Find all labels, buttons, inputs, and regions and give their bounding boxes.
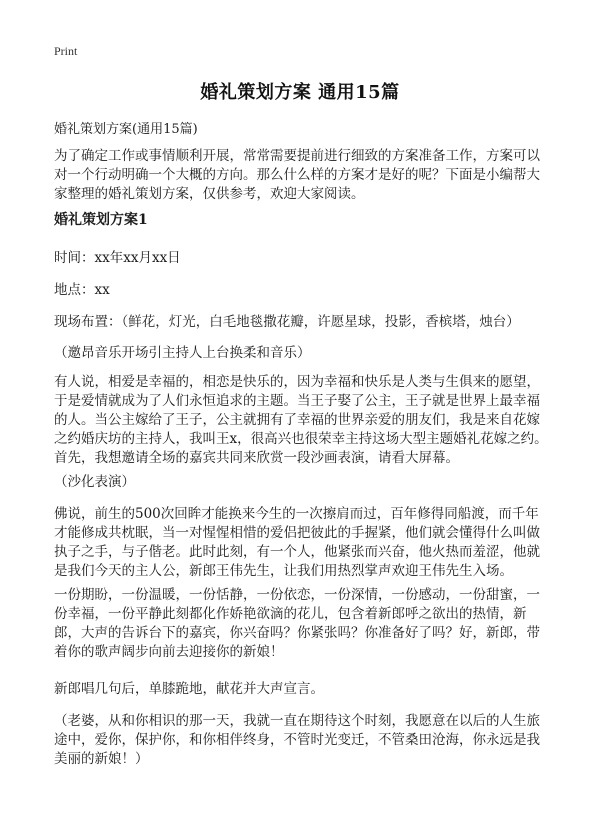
paragraph-groom-song: 一份期盼，一份温暖，一份恬静，一份依恋，一份深情，一份感动，一份甜蜜，一份幸福，一份平静此刻都化作娇艳欲滴的花儿，包含着新郎呼之欲出的热情，新郎，大声的告诉台下的嘉宾，你兴奋吗？你紧张吗？你准备好了吗？好，新郎，带着你的歌声阔步向前去迎接你的新娘！ — [54, 587, 540, 660]
page-title: 婚礼策划方案 通用15篇 — [200, 82, 400, 103]
paragraph-groom-intro: 佛说，前生的500次回眸才能换来今生的一次擦肩而过，百年修得同船渡，而千年才能修成共枕眠，当一对惺惺相惜的爱侣把彼此的手握紧，他们就会懂得什么叫做执子之手，与子偕老。此时此刻，有一个人，他紧张而兴奋，他火热而羞涩，他就是我们今天的主人公，新郎王伟先生，让我们用热烈掌声欢迎王伟先生入场。 — [54, 506, 540, 579]
document-subtitle: 婚礼策划方案(通用15篇) — [54, 122, 198, 137]
paragraph-opening-speech: 有人说，相爱是幸福的，相恋是快乐的，因为幸福和快乐是人类与生俱来的愿望，于是爱情就成为了人们永恒追求的主题。当王子娶了公主，王子就是世界上最幸福的人。当公主嫁给了王子，公主就拥有了幸福的世界亲爱的朋友们，我是来自花嫁之约婚庆坊的主持人，我叫王x，很高兴也很荣幸主持这场大型主题婚礼花嫁之约。首先，我想邀请全场的嘉宾共同来欣赏一段沙画表演，请看大屏幕。 — [54, 374, 548, 466]
time-line: 时间：xx年xx月xx日 — [54, 250, 181, 266]
paragraph-kneel: 新郎唱几句后，单膝跪地，献花并大声宣言。 — [54, 681, 324, 697]
section-heading: 婚礼策划方案1 — [54, 212, 148, 228]
paragraph-sand-art: （沙化表演） — [54, 474, 135, 490]
paragraph-vow: （老婆，从和你相识的那一天，我就一直在期待这个时刻，我愿意在以后的人生旅途中，爱你，保护你，和你相伴终身，不管时光变迁，不管桑田沧海，你永远是我美丽的新娘！） — [54, 713, 540, 767]
setup-line: 现场布置：（鲜花，灯光，白毛地毯撒花瓣，许愿星球，投影，香槟塔，烛台） — [54, 314, 520, 330]
paragraph-music-cue: （邀昂音乐开场引主持人上台换柔和音乐） — [54, 345, 311, 361]
place-line: 地点：xx — [54, 282, 110, 298]
print-link[interactable]: Print — [54, 44, 78, 58]
intro-paragraph: 为了确定工作或事情顺利开展，常常需要提前进行细致的方案准备工作，方案可以对一个行动明确一个大概的方向。那么什么样的方案才是好的呢？下面是小编帮大家整理的婚礼策划方案，仅供参考，欢迎大家阅读。 — [54, 148, 540, 202]
